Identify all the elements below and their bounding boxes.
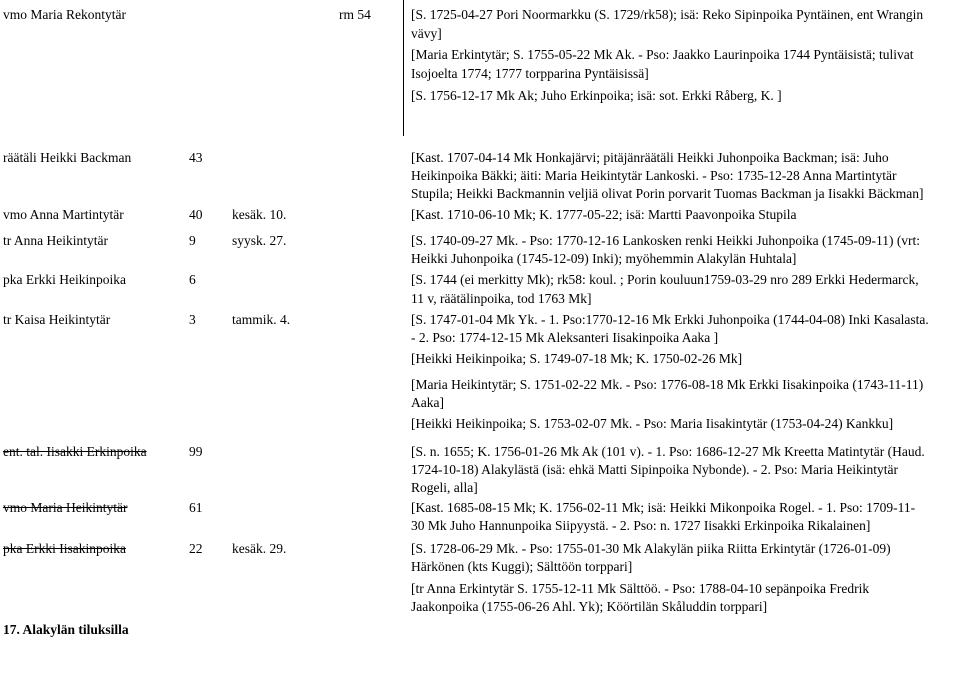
person-name: pka Erkki Heikinpoika xyxy=(3,272,126,287)
record-line: Härkönen (kts Kuggi); Sälttöön torppari] xyxy=(411,559,633,574)
column-divider xyxy=(403,0,404,136)
person-name: ent. tal. Iisakki Erkinpoika xyxy=(3,444,147,459)
record-line: [S. 1728-06-29 Mk. - Pso: 1755-01-30 Mk Alakylän piika Riitta Erkintytär (1726-01-09) xyxy=(411,541,891,556)
record-line: [S. 1725-04-27 Pori Noormarkku (S. 1729/rk58); isä: Reko Sipinpoika Pyntäinen, ent Wrangin xyxy=(411,7,924,22)
row-date: tammik. 4. xyxy=(232,312,291,327)
person-name: vmo Maria Rekontytär xyxy=(3,7,126,22)
record-line: [Maria Heikintytär; S. 1751-02-22 Mk. - Pso: 1776-08-18 Mk Erkki Iisakinpoika (1743-11-11) xyxy=(411,377,924,392)
row-date: kesäk. 10. xyxy=(232,207,287,222)
record-line: Heikinpoika Bäkki; äiti: Maria Heikintytär Lankoski. - Pso: 1735-12-28 Anna Martintytär xyxy=(411,168,897,183)
row-number: 3 xyxy=(189,312,196,327)
person-name: vmo Maria Heikintytär xyxy=(3,500,128,515)
record-line: [S. n. 1655; K. 1756-01-26 Mk Ak (101 v). - 1. Pso: 1686-12-27 Mk Kreetta Matintytär (Haud. xyxy=(411,444,925,459)
record-line: [Kast. 1710-06-10 Mk; K. 1777-05-22; isä: Martti Paavonpoika Stupila xyxy=(411,207,797,222)
record-line: [S. 1747-01-04 Mk Yk. - 1. Pso:1770-12-16 Mk Erkki Juhonpoika (1744-04-08) Inki Kasalasta. xyxy=(411,312,929,327)
person-name: pka Erkki Iisakinpoika xyxy=(3,541,126,556)
record-line: Jaakonpoika (1755-06-26 Ahl. Yk); Köörtilän Skåluddin torppari] xyxy=(411,599,768,614)
record-line: [S. 1744 (ei merkitty Mk); rk58: koul. ; Porin kouluun1759-03-29 nro 289 Erkki Hedermarck, xyxy=(411,272,919,287)
row-number: 43 xyxy=(189,150,203,165)
row-number: 6 xyxy=(189,272,196,287)
record-line: Rogeli, alla] xyxy=(411,480,478,495)
row-number: 40 xyxy=(189,207,203,222)
person-name: tr Anna Heikintytär xyxy=(3,233,108,248)
row-number: 99 xyxy=(189,444,203,459)
record-line: [Kast. 1707-04-14 Mk Honkajärvi; pitäjänräätäli Heikki Juhonpoika Backman; isä: Juho xyxy=(411,150,889,165)
person-name: vmo Anna Martintytär xyxy=(3,207,124,222)
record-line: - 2. Pso: 1774-12-15 Mk Aleksanteri Iisakinpoika Aaka ] xyxy=(411,330,719,345)
record-line: 11 v, räätälinpoika, tod 1763 Mk] xyxy=(411,291,592,306)
record-line: Heikki Juhonpoika (1745-12-09) Inki); myöhemmin Alakylän Huhtala] xyxy=(411,251,797,266)
row-date: syysk. 27. xyxy=(232,233,287,248)
record-line: Isojoelta 1774; 1777 torpparina Pyntäisissä] xyxy=(411,66,649,81)
section-heading: 17. Alakylän tiluksilla xyxy=(3,622,129,637)
record-line: Stupila; Heikki Backmannin veljiä olivat Porin porvarit Tuomas Backman ja Iisakki Bäckman] xyxy=(411,186,924,201)
row-number: 22 xyxy=(189,541,203,556)
record-line: [S. 1756-12-17 Mk Ak; Juho Erkinpoika; isä: sot. Erkki Råberg, K. ] xyxy=(411,88,782,103)
row-number: rm 54 xyxy=(339,7,371,22)
record-line: [Heikki Heikinpoika; S. 1753-02-07 Mk. - Pso: Maria Iisakintytär (1753-04-24) Kankku] xyxy=(411,416,894,431)
record-line: [Maria Erkintytär; S. 1755-05-22 Mk Ak. - Pso: Jaakko Laurinpoika 1744 Pyntäisistä; tulivat xyxy=(411,47,914,62)
record-line: vävy] xyxy=(411,26,442,41)
record-line: [Kast. 1685-08-15 Mk; K. 1756-02-11 Mk; isä: Heikki Mikonpoika Rogel. - 1. Pso: 1709-11- xyxy=(411,500,916,515)
record-line: 30 Mk Juho Hannunpoika Siipyystä. - 2. Pso: n. 1727 Iisakki Erkinpoika Rikalainen] xyxy=(411,518,871,533)
person-name: räätäli Heikki Backman xyxy=(3,150,132,165)
row-number: 9 xyxy=(189,233,196,248)
record-line: Aaka] xyxy=(411,395,444,410)
record-line: [Heikki Heikinpoika; S. 1749-07-18 Mk; K. 1750-02-26 Mk] xyxy=(411,351,743,366)
record-line: 1724-10-18) Alakylästä (isä: ehkä Matti Sipinpoika Nybonde). - 2. Pso: Maria Heikintytär xyxy=(411,462,899,477)
record-line: [tr Anna Erkintytär S. 1755-12-11 Mk Sälttöö. - Pso: 1788-04-10 sepänpoika Fredrik xyxy=(411,581,870,596)
record-line: [S. 1740-09-27 Mk. - Pso: 1770-12-16 Lankosken renki Heikki Juhonpoika (1745-09-11) (vrt: xyxy=(411,233,921,248)
row-number: 61 xyxy=(189,500,203,515)
person-name: tr Kaisa Heikintytär xyxy=(3,312,111,327)
row-date: kesäk. 29. xyxy=(232,541,287,556)
